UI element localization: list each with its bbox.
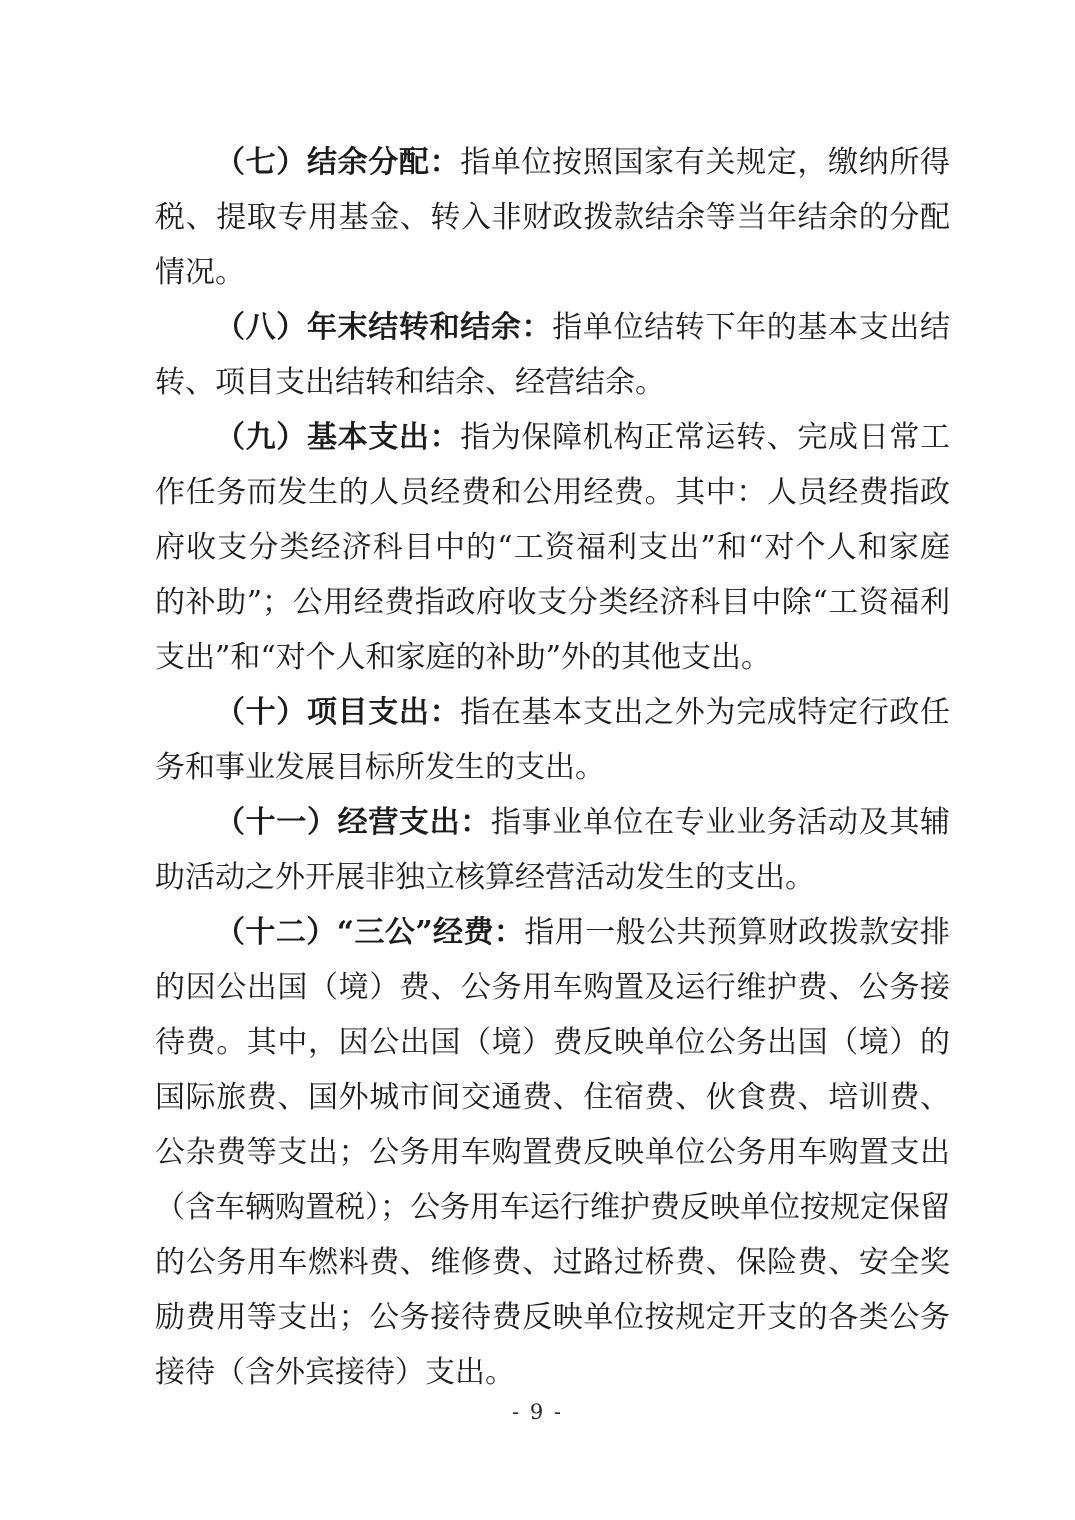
paragraph-body: 指在基本支出之外为完成特定行政任务和事业发展目标所发生的支出。 [155, 695, 951, 785]
page-content [155, 135, 950, 1400]
paragraph-lead: （十）项目支出： [215, 695, 461, 730]
paragraph-lead: （七）结余分配： [215, 145, 461, 180]
paragraph-lead: （八）年末结转和结余： [215, 310, 553, 345]
page-number: - 9 - [512, 1400, 563, 1424]
paragraph-lead: （十一）经营支出： [215, 805, 491, 840]
paragraph-project-expenditure [155, 685, 950, 795]
paragraph-body: 指单位按照国家有关规定，缴纳所得税、提取专用基金、转入非财政拨款结余等当年结余的分配情况。 [155, 145, 951, 290]
paragraph-year-end-carryover [155, 300, 950, 410]
paragraph-body: 指用一般公共预算财政拨款安排的因公出国（境）费、公务用车购置及运行维护费、公务接待费。其中，因公出国（境）费反映单位公务出国（境）的国际旅费、国外城市间交通费、住宿费、伙食费、培训费、公杂费等支出；公务用车购置费反映单位公务用车购置支出（含车辆购置税）；公务用车运行维护费反映单位按规定保留的公务用车燃料费、维修费、过路过桥费、保险费、安全奖励费用等支出；公务接待费反映单位按规定开支的各类公务接待（含外宾接待）支出。 [155, 915, 951, 1390]
paragraph-three-public-funds [155, 905, 950, 1400]
paragraph-body: 指事业单位在专业业务活动及其辅助活动之外开展非独立核算经营活动发生的支出。 [155, 805, 951, 895]
paragraph-body: 指单位结转下年的基本支出结转、项目支出结转和结余、经营结余。 [155, 310, 951, 400]
paragraph-body: 指为保障机构正常运转、完成日常工作任务而发生的人员经费和公用经费。其中：人员经费指政府收支分类经济科目中的“工资福利支出”和“对个人和家庭的补助”；公用经费指政府收支分类经济科目中除“工资福利支出”和“对个人和家庭的补助”外的其他支出。 [155, 420, 951, 675]
paragraph-basic-expenditure [155, 410, 950, 685]
paragraph-operating-expenditure [155, 795, 950, 905]
paragraph-lead: （九）基本支出： [215, 420, 461, 455]
paragraph-lead: （十二）“三公”经费： [215, 915, 525, 950]
paragraph-surplus-distribution [155, 135, 950, 300]
